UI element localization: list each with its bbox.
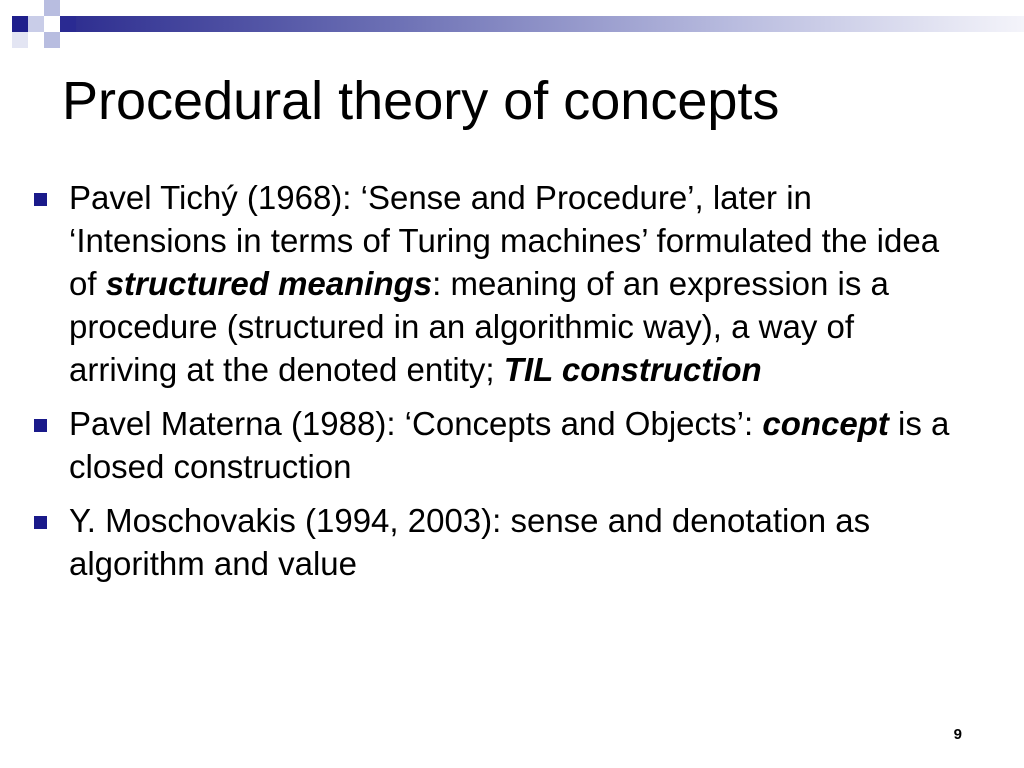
bullet-item-materna <box>0 402 1024 488</box>
slide-number: 9 <box>953 726 962 743</box>
header-gradient-bar <box>60 16 1024 32</box>
bullet-item-tichy <box>0 176 1024 391</box>
bullet-text: Y. Moschovakis (1994, 2003): sense and denotation as algorithm and value <box>69 502 871 582</box>
decorative-square <box>12 16 28 32</box>
decorative-square <box>28 16 44 32</box>
bullet-text: : meaning of an expression is a procedure (structured in an algorithmic way), a way of arriving at the denoted entity; <box>69 265 889 388</box>
bullet-text: Pavel Materna (1988): ‘Concepts and Objects’: <box>69 405 763 442</box>
square-bullet-icon <box>34 193 47 206</box>
square-bullet-icon <box>34 419 47 432</box>
decorative-square <box>12 32 28 48</box>
slide-title: Procedural theory of concepts <box>62 71 780 131</box>
bullet-text: is a closed construction <box>69 405 950 485</box>
bullet-list <box>0 176 1024 596</box>
emphasis-structured-meanings: structured meanings <box>105 265 433 302</box>
decorative-square <box>60 16 76 32</box>
square-bullet-icon <box>34 516 47 529</box>
emphasis-til-construction: TIL construction <box>503 351 762 388</box>
decorative-square <box>44 0 60 16</box>
emphasis-concept: concept <box>762 405 889 442</box>
bullet-item-moschovakis <box>0 499 1024 585</box>
decorative-square <box>44 32 60 48</box>
bullet-text: Pavel Tichý (1968): ‘Sense and Procedure’, later in ‘Intensions in terms of Turing machines’ formulated the idea of <box>69 179 940 302</box>
